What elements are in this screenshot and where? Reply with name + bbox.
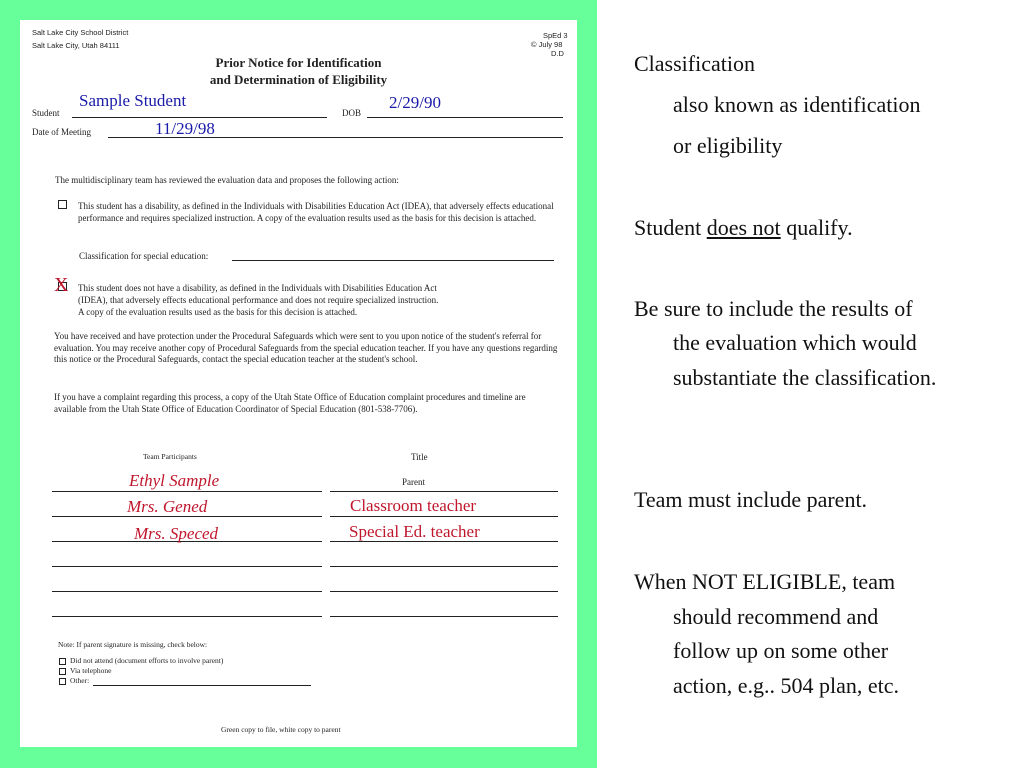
student-line: [72, 117, 327, 118]
notes-heading-sub2: or eligibility: [673, 133, 783, 158]
participant-line-4: [52, 566, 322, 567]
participant-line-5: [52, 591, 322, 592]
did-not-attend-checkbox[interactable]: [59, 658, 66, 665]
participant-line-6: [52, 616, 322, 617]
student-name: Sample Student: [79, 91, 187, 110]
notes-heading-sub1: also known as identification: [673, 92, 921, 117]
parent-signature-note: Note: If parent signature is missing, check below:: [58, 640, 208, 649]
district-name: Salt Lake City School District: [32, 28, 129, 37]
title-line-2: [330, 516, 558, 517]
qualify-suffix: qualify.: [780, 215, 853, 240]
form-date: © July 98: [531, 40, 563, 49]
qualify-underlined: does not: [706, 215, 781, 240]
dob-label: DOB: [342, 108, 362, 118]
meeting-label: Date of Meeting: [32, 127, 91, 137]
option2-line2: (IDEA), that adversely effects educational performance and does not require specialized instruction.: [78, 295, 439, 305]
title-line-4: [330, 566, 558, 567]
results-line3: substantiate the classification.: [673, 365, 937, 390]
option2-line1: This student does not have a disability, as defined in the Individuals with Disabilities Education Act: [78, 283, 437, 293]
via-telephone-checkbox[interactable]: [59, 668, 66, 675]
eligible-line1: When NOT ELIGIBLE, team: [634, 569, 896, 594]
option1-text: This student has a disability, as defined in the Individuals with Disabilities Education Act (IDEA), that adversely effects educational performance and requires specialized instruction. A copy of the evaluation results used as the basis for this decision is attached.: [78, 201, 554, 223]
title-3: Special Ed. teacher: [349, 522, 480, 541]
option1-checkbox[interactable]: [58, 200, 67, 209]
form-title-line1: Prior Notice for Identification: [215, 55, 382, 70]
title-line-1: [330, 491, 558, 492]
district-address: Salt Lake City, Utah 84111: [32, 41, 120, 50]
safeguards-text: You have received and have protection under the Procedural Safeguards which were sent to you upon notice of the student's referral for evaluation. You may receive another copy of Procedural Safeguards from the special education teacher. If you have any questions regarding this notice or the Procedural Safeguards, contact the special education teacher at the student's school.: [54, 331, 558, 364]
qualify-prefix: Student: [634, 215, 707, 240]
participant-2: Mrs. Gened: [127, 497, 208, 516]
dob-line: [367, 117, 563, 118]
intro-text: The multidisciplinary team has reviewed the evaluation data and proposes the following action:: [55, 175, 399, 185]
meeting-date: 11/29/98: [155, 119, 215, 138]
title-line-6: [330, 616, 558, 617]
other-label: Other:: [70, 676, 90, 685]
form-title-line2: and Determination of Eligibility: [209, 72, 388, 87]
participant-3: Mrs. Speced: [134, 524, 219, 543]
title-line-5: [330, 591, 558, 592]
title-header: Title: [411, 452, 428, 462]
complaint-text: If you have a complaint regarding this process, a copy of the Utah State Office of Education complaint procedures and timeline are available from the Utah State Office of Education Coordinator of Special Education (801-538-7706).: [54, 392, 526, 414]
prior-notice-form: [20, 20, 577, 747]
form-code: SpEd 3: [543, 31, 568, 40]
title-2: Classroom teacher: [350, 496, 477, 515]
results-line1: Be sure to include the results of: [634, 296, 913, 321]
parent-title: Parent: [402, 477, 425, 487]
check-mark: X: [54, 274, 69, 296]
participant-1: Ethyl Sample: [129, 471, 220, 490]
eligible-line3: follow up on some other: [673, 638, 889, 663]
option2-line3: A copy of the evaluation results used as the basis for this decision is attached.: [78, 307, 358, 317]
classification-label: Classification for special education:: [79, 251, 209, 261]
eligible-line4: action, e.g.. 504 plan, etc.: [673, 673, 900, 698]
did-not-attend-label: Did not attend (document efforts to involve parent): [70, 656, 224, 665]
qualify-note: [634, 211, 853, 245]
results-line2: the evaluation which would: [673, 330, 917, 355]
form-version: D.D: [551, 49, 564, 58]
other-line: [93, 685, 311, 686]
student-label: Student: [32, 108, 60, 118]
notes-heading: Classification: [634, 51, 755, 76]
other-checkbox[interactable]: [59, 678, 66, 685]
eligible-line2: should recommend and: [673, 604, 879, 629]
form-footer: Green copy to file, white copy to parent: [221, 725, 341, 734]
participants-header: Team Participants: [143, 452, 197, 461]
classification-line: [232, 260, 554, 261]
team-note: Team must include parent.: [634, 487, 868, 512]
dob-value: 2/29/90: [389, 93, 441, 112]
participant-line-1: [52, 491, 322, 492]
via-telephone-label: Via telephone: [70, 666, 112, 675]
